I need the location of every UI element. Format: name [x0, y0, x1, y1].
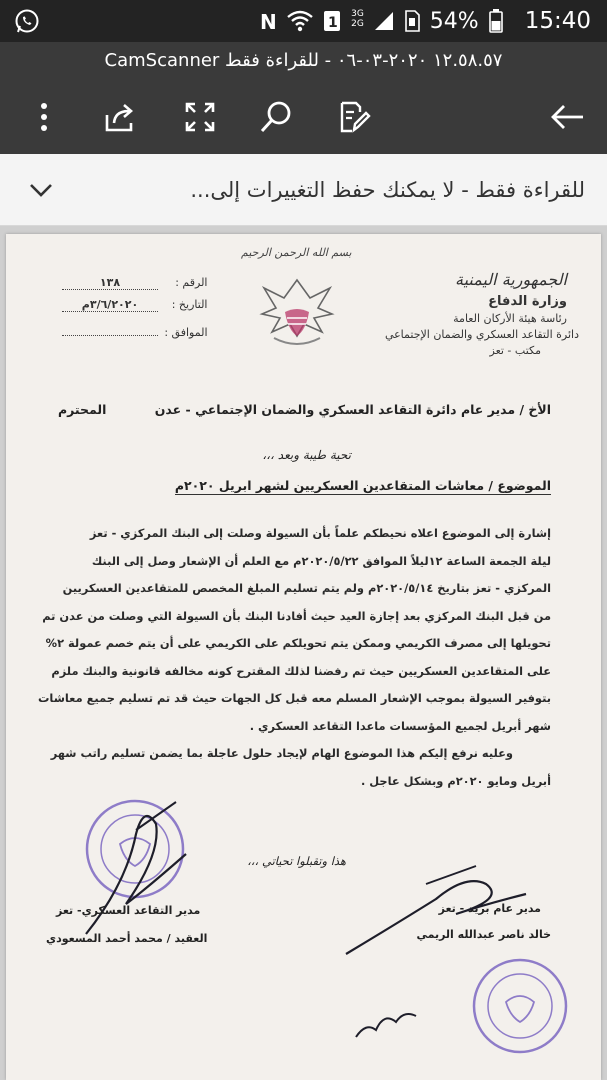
greeting: تحية طيبة وبعد ،،، [262, 448, 351, 462]
search-icon [259, 100, 293, 134]
wifi-icon [287, 9, 313, 33]
svg-text:N: N [260, 10, 277, 34]
edit-icon [338, 100, 370, 134]
fullscreen-button[interactable] [180, 97, 220, 137]
chevron-down-icon[interactable] [28, 178, 54, 202]
handwritten-initials [346, 982, 436, 1052]
body-line: وعليه نرفع إليكم هذا الموضوع الهام لإيجاد حلول عاجلة بما يضمن تسليم راتب شهر [50, 746, 513, 760]
letterhead-department: دائرة التقاعد العسكري والضمان الإجتماعي [384, 328, 579, 341]
svg-text:1: 1 [328, 15, 338, 31]
body-line: المركزي - تعز بتاريخ ٢٠٢٠/٥/١٤م ولم يتم تسليم المبلغ المخصص للمتقاعدين العسكريين [62, 581, 551, 595]
sim-card-icon [404, 9, 420, 33]
signature-right-name: خالد ناصر عبدالله الريمي [416, 928, 551, 941]
more-options-button[interactable] [24, 97, 64, 137]
more-vertical-icon [40, 102, 48, 132]
official-stamp-right [468, 954, 572, 1058]
back-button[interactable] [548, 97, 588, 137]
network-type-icon: 3G 2G [351, 9, 364, 29]
body-line: ليلة الجمعة الساعة ١٢ليلاً الموافق ٢٠٢٠/٥/٢٢م مع العلم أن الإشعار وصل إلى البنك [91, 553, 551, 568]
body-line: على المتقاعدين العسكريين حيث تم رفضنا لذلك المقترح كونه مخالفه قانونية والبنك ملزم [51, 663, 551, 678]
ref-number-row: الرقم : ١٣٨ [62, 276, 208, 290]
addressee: الأخ / مدير عام دائرة التقاعد العسكري والضمان الإجتماعي - عدن [154, 402, 551, 417]
yemen-eagle-emblem [254, 274, 340, 354]
body-line: شهر أبريل لجميع المؤسسات ماعدا التقاعد العسكري . [249, 718, 551, 733]
scanned-letter [6, 234, 601, 1080]
body-line: إشارة إلى الموضوع اعلاه نحيطكم علماً بأن السيولة وصلت إلى البنك المركزي - تعز [89, 526, 551, 540]
body-line: أبريل ومايو ٢٠٢٠م وبشكل عاجل . [360, 773, 551, 788]
document-viewer[interactable] [0, 226, 607, 1080]
nfc-icon [259, 9, 277, 33]
letter-body [37, 520, 551, 795]
share-button[interactable] [100, 97, 140, 137]
signature-left-name: العقيد / محمد أحمد المسعودي [46, 932, 208, 945]
closing-line: هذا وتقبلوا تحياتي ،،، [247, 854, 346, 868]
signature-left-title: مدير التقاعد العسكري- تعز [56, 904, 201, 917]
signature-right-title: مدير عام بريد - تعز [438, 902, 541, 915]
back-arrow-icon [551, 104, 585, 130]
readonly-message: للقراءة فقط - لا يمكنك حفظ التغييرات إلى... [190, 178, 585, 202]
body-line: تحويلها إلى مصرف الكريمي وممكن يتم تحويلكم على الكريمي على أن يتم خصم عمولة ٢% [45, 636, 551, 650]
letterhead-country: الجمهورية اليمنية [454, 270, 567, 289]
date-row: التاريخ : ٣/٦/٢٠٢٠م [62, 298, 208, 312]
status-bar [0, 0, 607, 42]
body-line: من قبل البنك المركزي بعد إجازة العيد حيث أفادنا البنك بأن السيولة التي وصلت من عدن تم [42, 608, 551, 623]
toolbar [0, 80, 607, 154]
battery-percent: 54% [429, 8, 479, 34]
sim1-icon [323, 9, 341, 33]
clock: 15:40 [524, 8, 591, 34]
document-title: CamScanner ١٢.٥٨.٥٧ ٢٠٢٠-٠٣-٠٦ - للقراءة فقط [0, 42, 607, 80]
hijri-date-row: الموافق : [62, 326, 208, 339]
fullscreen-icon [184, 101, 216, 133]
whatsapp-icon [14, 8, 40, 34]
edit-button[interactable] [334, 97, 374, 137]
honorific: المحترم [58, 402, 107, 417]
search-button[interactable] [256, 97, 296, 137]
share-icon [103, 101, 137, 133]
basmala: بسم الله الرحمن الرحيم [241, 246, 352, 259]
letterhead-ministry: وزارة الدفاع [488, 294, 567, 309]
letterhead-office: مكتب - تعز [489, 344, 541, 357]
handwritten-signature-left [66, 794, 206, 944]
subject-line: الموضوع / معاشات المتقاعدين العسكريين لشهر ابريل ٢٠٢٠م [174, 478, 551, 493]
readonly-banner[interactable] [0, 154, 607, 226]
battery-icon [489, 9, 503, 33]
letterhead-presidency: رئاسة هيئة الأركان العامة [453, 312, 567, 325]
handwritten-signature-right [336, 854, 536, 964]
body-line: بتوفير السيولة بموجب الإشعار المسلم معه قبل كل الجهات حيث قد تم تسليم جميع معاشات [37, 691, 551, 705]
signal-icon [374, 9, 394, 33]
